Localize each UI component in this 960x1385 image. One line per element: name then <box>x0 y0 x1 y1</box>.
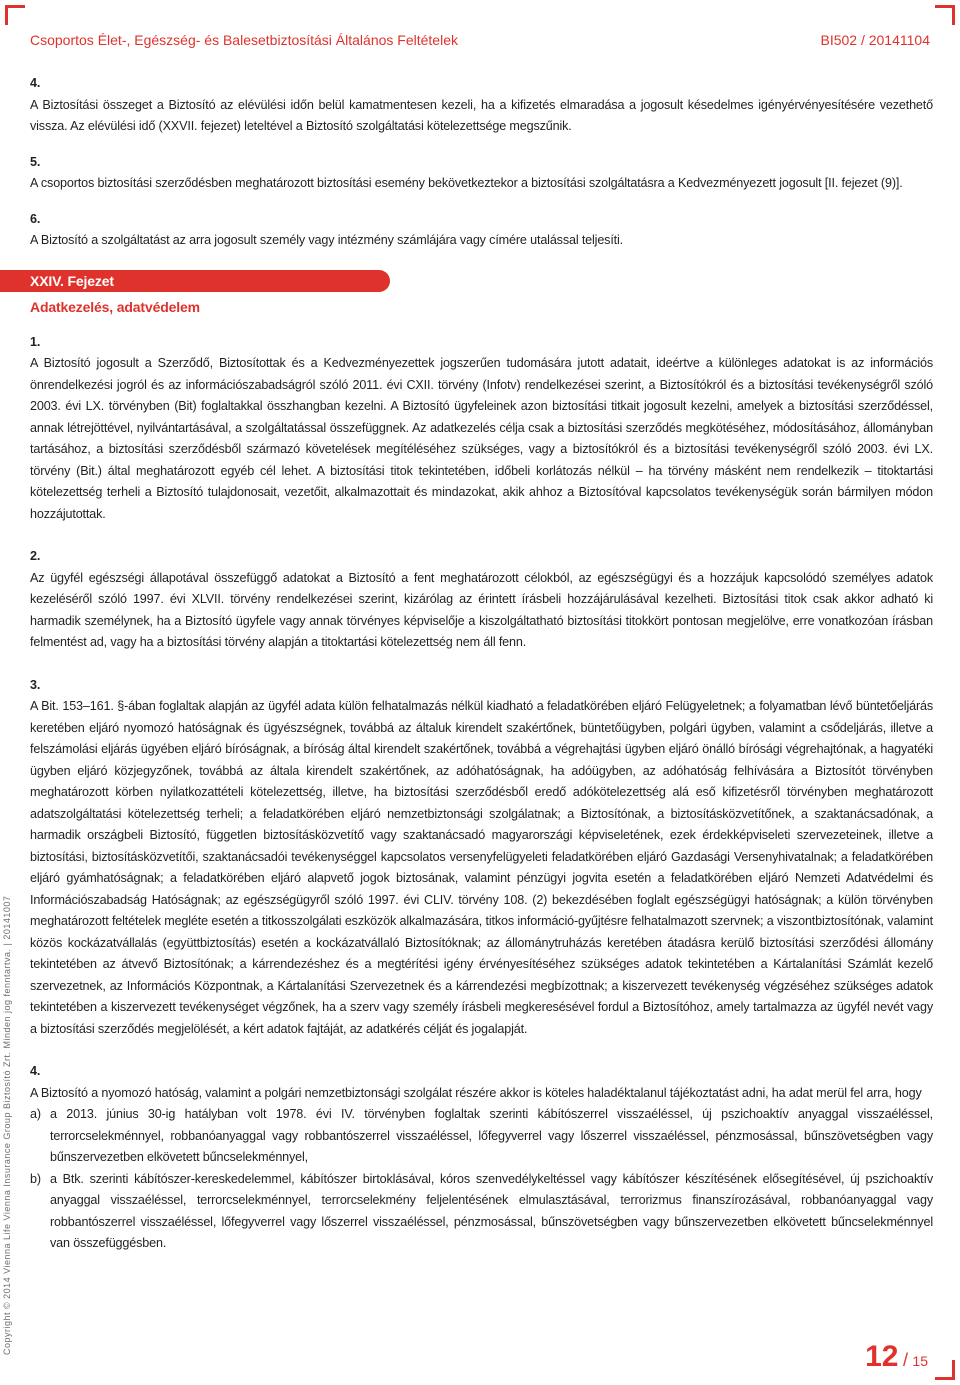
list-marker: a) <box>30 1107 41 1121</box>
list-item-text: a 2013. június 30-ig hatályban volt 1978. évi IV. törvényben foglaltak szerinti kábítószerrel visszaéléssel, új pszichoaktív anyaggal visszaéléssel, terrorcselekménnyel, robbanóanyaggal vagy robbantószerrel visszaéléssel, lőfegyverrel vagy lőszerrel visszaéléssel, pénzmosással, bűnszövetségben vagy bűnszervezetben elkövetett bűncselekménnyel, <box>50 1107 933 1164</box>
page-content <box>30 73 933 1255</box>
section-text: A Biztosítási összeget a Biztosító az elévülési időn belül kamatmentesen kezeli, ha a kifizetés elmaradása a jogosult késedelmes igényérvényesítésére vezethető vissza. Az elévülési idő (XXVII. fejezet) leteltével a Biztosító szolgáltatási kötelezettsége megszűnik. <box>30 97 933 133</box>
section-number: 1. <box>30 334 41 349</box>
section-text: Az ügyfél egészségi állapotával összefüggő adatokat a Biztosító a fent meghatározott célokból, az egészségügyi és a hozzájuk kapcsolódó személyes adatok kezeléséről szóló 1997. évi XLVII. törvény rendelkezései szerint, kizárólag az érintett írásbeli hozzájárulásával kezelheti. Biztosítási titok csak akkor adható ki harmadik személynek, ha a Biztosító ügyfele vagy annak törvényes képviselője a kiszolgáltatható biztosítási titokkört pontosan megjelölve, erre vonatkozóan írásban felmentést ad, vagy ha a biztosítási törvény alapján a titoktartási kötelezettség nem áll fenn. <box>30 570 933 649</box>
chapter-heading <box>30 270 933 332</box>
chapter-subtitle: Adatkezelés, adatvédelem <box>30 298 200 315</box>
section-number: 5. <box>30 154 41 169</box>
corner-mark-bottom-right <box>935 1360 955 1380</box>
corner-mark-top-left <box>5 5 25 25</box>
page-total: 15 <box>912 1353 928 1369</box>
section-number: 4. <box>30 76 41 90</box>
chapter-label: XXIV. Fejezet <box>30 272 114 289</box>
section-text: A Bit. 153–161. §-ában foglaltak alapján az ügyfél adata külön felhatalmazás nélkül kiadható a feladatkörében eljáró Felügyeletnek; a folyamatban lévő büntetőeljárás keretében eljáró nyomozó hatóságnak és ügyészségnek, továbbá az általuk kirendelt szakértőnek, büntetőügyben, polgári ügyben, valamint a csődeljárás, illetve a felszámolási eljárás ügyében eljáró bíróságnak, a bíróság által kirendelt szakértőnek, továbbá a végrehajtási ügyben eljáró önálló bírósági végrehajtónak, a hagyatéki ügyben eljáró közjegyzőnek, továbbá az általa kirendelt szakértőnek, az adóhatóságnak, ha adóügyben, az adóhatóság felhívására a Biztosítót törvényben meghatározott körben nyilatkozattételi kötelezettség, illetve, ha biztosítási szerződésből eredő adókötelezettség alá eső kifizetésről törvényben meghatározott adatszolgáltatási kötelezettség terheli; a feladatkörében eljáró nemzetbiztonsági szolgálatnak; a Biztosítónak, a biztosításközvetítőnek, a szaktanácsadónak, a harmadik országbeli Biztosító, független biztosításközvetítő vagy szaktanácsadó magyarországi képviseletének, ezek érdekképviseleti szervezeteinek, illetve a biztosítási, biztosításközvetítői, szaktanácsadói tevékenységgel kapcsolatos versenyfelügyeleti feladatkörében eljáró Gazdasági Versenyhivatalnak; a feladatkörében eljáró gyámhatóságnak; a feladatkörében eljáró alapvető jogok biztosának, valamint pénzügyi jogvita esetén a feladatkörében eljáró Nemzeti Adatvédelmi és Információszabadság Hatóságnak; az egészségügyről szóló 1997. évi CLIV. törvény 108. (2) bekezdésében foglalt egészségügyi hatóságnak; a külön törvényben meghatározott feltételek megléte esetén a titkosszolgálati eszközök alkalmazására, titkos információ-gyűjtésre felhatalmazott szervnek; a viszontbiztosítónak, valamint közös kockázatvállalás (együttbiztosítás) esetén a kockázatvállaló Biztosítóknak; az állománytruházás keretében átadásra kerülő biztosítási szerződési állomány tekintetében az átvevő Biztosítónak; a kárrendezéshez és a megtérítési igény érvényesítéséhez szükséges adatok tekintetében a Kártalanítási Számlát kezelő szervezetnek, az Információs Központnak, a Kártalanítási Szervezetnek és a kárrendezési megbízottnak; a kiszervezett tevékenység végzéséhez szükséges adatok tekintetében a kiszervezett tevékenységet végzőnek, ha a szerv vagy személy írásbeli megkeresésével fordul a Biztosítóhoz, amely tartalmazza az ügyfél nevét vagy a biztosítási szerződés megjelölését, a kért adatok fajtáját, az adatkérés célját és jogalapját. <box>30 699 933 1036</box>
document-code: BI502 / 20141104 <box>820 32 930 48</box>
list-item <box>30 1104 933 1169</box>
list-item-text: a Btk. szerinti kábítószer-kereskedelemmel, kábítószer birtoklásával, kóros szenvedélykeltéssel vagy kábítószer készítésének elősegítésével, új pszichoaktív anyaggal visszaéléssel, terrorcselekménnyel, terrorcselekmény feljelentésének elmulasztásával, terrorizmus finanszírozásával, robbanóanyaggal vagy robbantószerrel visszaéléssel, lőfegyverrel vagy lőszerrel visszaéléssel, pénzmosással, bűnszövetségben vagy bűnszervezetben elkövetett bűncselekménnyel van összefüggésben. <box>50 1171 933 1250</box>
section-number: 2. <box>30 549 41 563</box>
list-marker: b) <box>30 1171 41 1186</box>
section-number: 4. <box>30 1064 41 1078</box>
section-text: A Biztosító a nyomozó hatóság, valamint a polgári nemzetbiztonsági szolgálat részére akkor is köteles haladéktalanul tájékoztatást adni, ha adat merül fel arra, hogy <box>30 1085 922 1100</box>
copyright-note: Copyright © 2014 Vienna Life Vienna Insurance Group Biztosító Zrt. Minden jog fenntartva. | 20141007 <box>2 895 12 1355</box>
page-separator: / <box>902 1350 908 1370</box>
page-current: 12 <box>865 1340 899 1373</box>
list-item <box>30 1169 933 1255</box>
document-title: Csoportos Élet-, Egészség- és Balesetbiztosítási Általános Feltételek <box>30 32 458 48</box>
section-text: A Biztosító a szolgáltatást az arra jogosult személy vagy intézmény számlájára vagy címére utalással teljesíti. <box>30 233 624 247</box>
corner-mark-top-right <box>935 5 955 25</box>
section-text: A Biztosító jogosult a Szerződő, Biztosítottak és a Kedvezményezettek jogszerűen tudomására jutott adatait, ideértve a különleges adatokat is az információs önrendelkezési jogról és az információszabadságról szóló 2011. évi CXII. törvény (Infotv) rendelkezései szerint, a Biztosítókról és a biztosítási tevékenységről szóló 2003. évi LX. törvényben (Bit) foglaltakkal összhangban kezelni. A Biztosító ügyfeleinek azon biztosítási titkait jogosult kezelni, amelyek a biztosítási szerződéssel, annak létrejöttével, nyilvántartásával, a szolgáltatással összefüggnek. Az adatkezelés célja csak a biztosítási szerződés megkötéséhez, módosításához, állományban tartásához, a biztosítási szerződésből származó követelések megítéléséhez szükséges, vagy a biztosítókról és a biztosítási tevékenységről szóló 2003. évi LX. törvény (Bit.) által meghatározott egyéb cél lehet. A biztosítási titok tekintetében, időbeli korlátozás nélkül – ha törvény másként nem rendelkezik – titoktartási kötelezettség terheli a Biztosító tulajdonosait, vezetőit, alkalmazottait és mindazokat, akik ahhoz a Biztosítóval kapcsolatos tevékenységük során bármilyen módon hozzájutottak. <box>30 356 933 521</box>
section-text: A csoportos biztosítási szerződésben meghatározott biztosítási esemény bekövetkeztekor a biztosítási szolgáltatásra a Kedvezményezett jogosult [II. fejezet (9)]. <box>30 176 903 190</box>
section-number: 6. <box>30 211 41 226</box>
page-number <box>865 1340 928 1374</box>
section-number: 3. <box>30 677 41 692</box>
